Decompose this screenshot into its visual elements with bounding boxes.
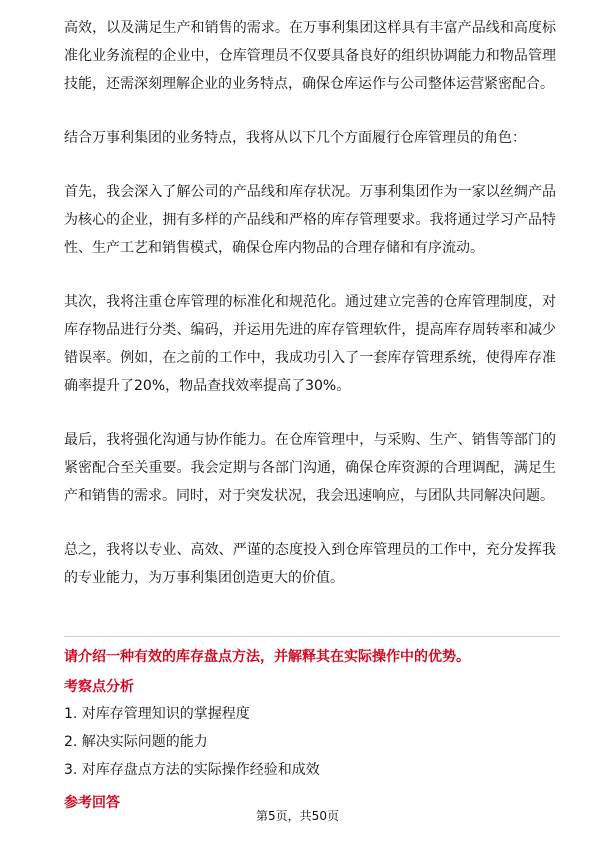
paragraph-6: 总之，我将以专业、高效、严谨的态度投入到仓库管理员的工作中，充分发挥我的专业能力，为万事利集团创造更大的价值。 <box>64 542 556 586</box>
analysis-heading: 考察点分析 <box>64 679 134 695</box>
section-divider <box>64 636 560 637</box>
paragraph-5: 最后，我将强化沟通与协作能力。在仓库管理中，与采购、生产、销售等部门的紧密配合至关重要。我会定期与各部门沟通，确保仓库资源的合理调配，满足生产和销售的需求。同时，对于突发状况，我会迅速响应，与团队共同解决问题。 <box>64 432 556 504</box>
list-item: 1. 对库存管理知识的掌握程度 <box>64 706 250 722</box>
answer-heading: 参考回答 <box>64 795 120 811</box>
paragraph-2: 结合万事利集团的业务特点，我将从以下几个方面履行仓库管理员的角色： <box>64 130 526 146</box>
paragraph-3: 首先，我会深入了解公司的产品线和库存状况。万事利集团作为一家以丝绸产品为核心的企业，拥有多样的产品线和严格的库存管理要求。我将通过学习产品特性、生产工艺和销售模式，确保仓库内物品的合理存储和有序流动。 <box>64 184 556 256</box>
paragraph-1: 高效，以及满足生产和销售的需求。在万事利集团这样具有丰富产品线和高度标准化业务流程的企业中，仓库管理员不仅要具备良好的组织协调能力和物品管理技能，还需深刻理解企业的业务特点，确保仓库运作与公司整体运营紧密配合。 <box>64 20 556 92</box>
list-item: 3. 对库存盘点方法的实际操作经验和成效 <box>64 762 320 778</box>
page-number: 第5页，共50页 <box>256 809 339 823</box>
paragraph-4: 其次，我将注重仓库管理的标准化和规范化。通过建立完善的仓库管理制度，对库存物品进行分类、编码，并运用先进的库存管理软件，提高库存周转率和减少错误率。例如，在之前的工作中，我成功引入了一套库存管理系统，使得库存准确率提升了20%，物品查找效率提高了30%。 <box>64 294 556 394</box>
list-item: 2. 解决实际问题的能力 <box>64 734 208 750</box>
question-text: 请介绍一种有效的库存盘点方法，并解释其在实际操作中的优势。 <box>64 649 470 665</box>
analysis-list <box>64 700 320 784</box>
answer-body <box>64 14 556 618</box>
